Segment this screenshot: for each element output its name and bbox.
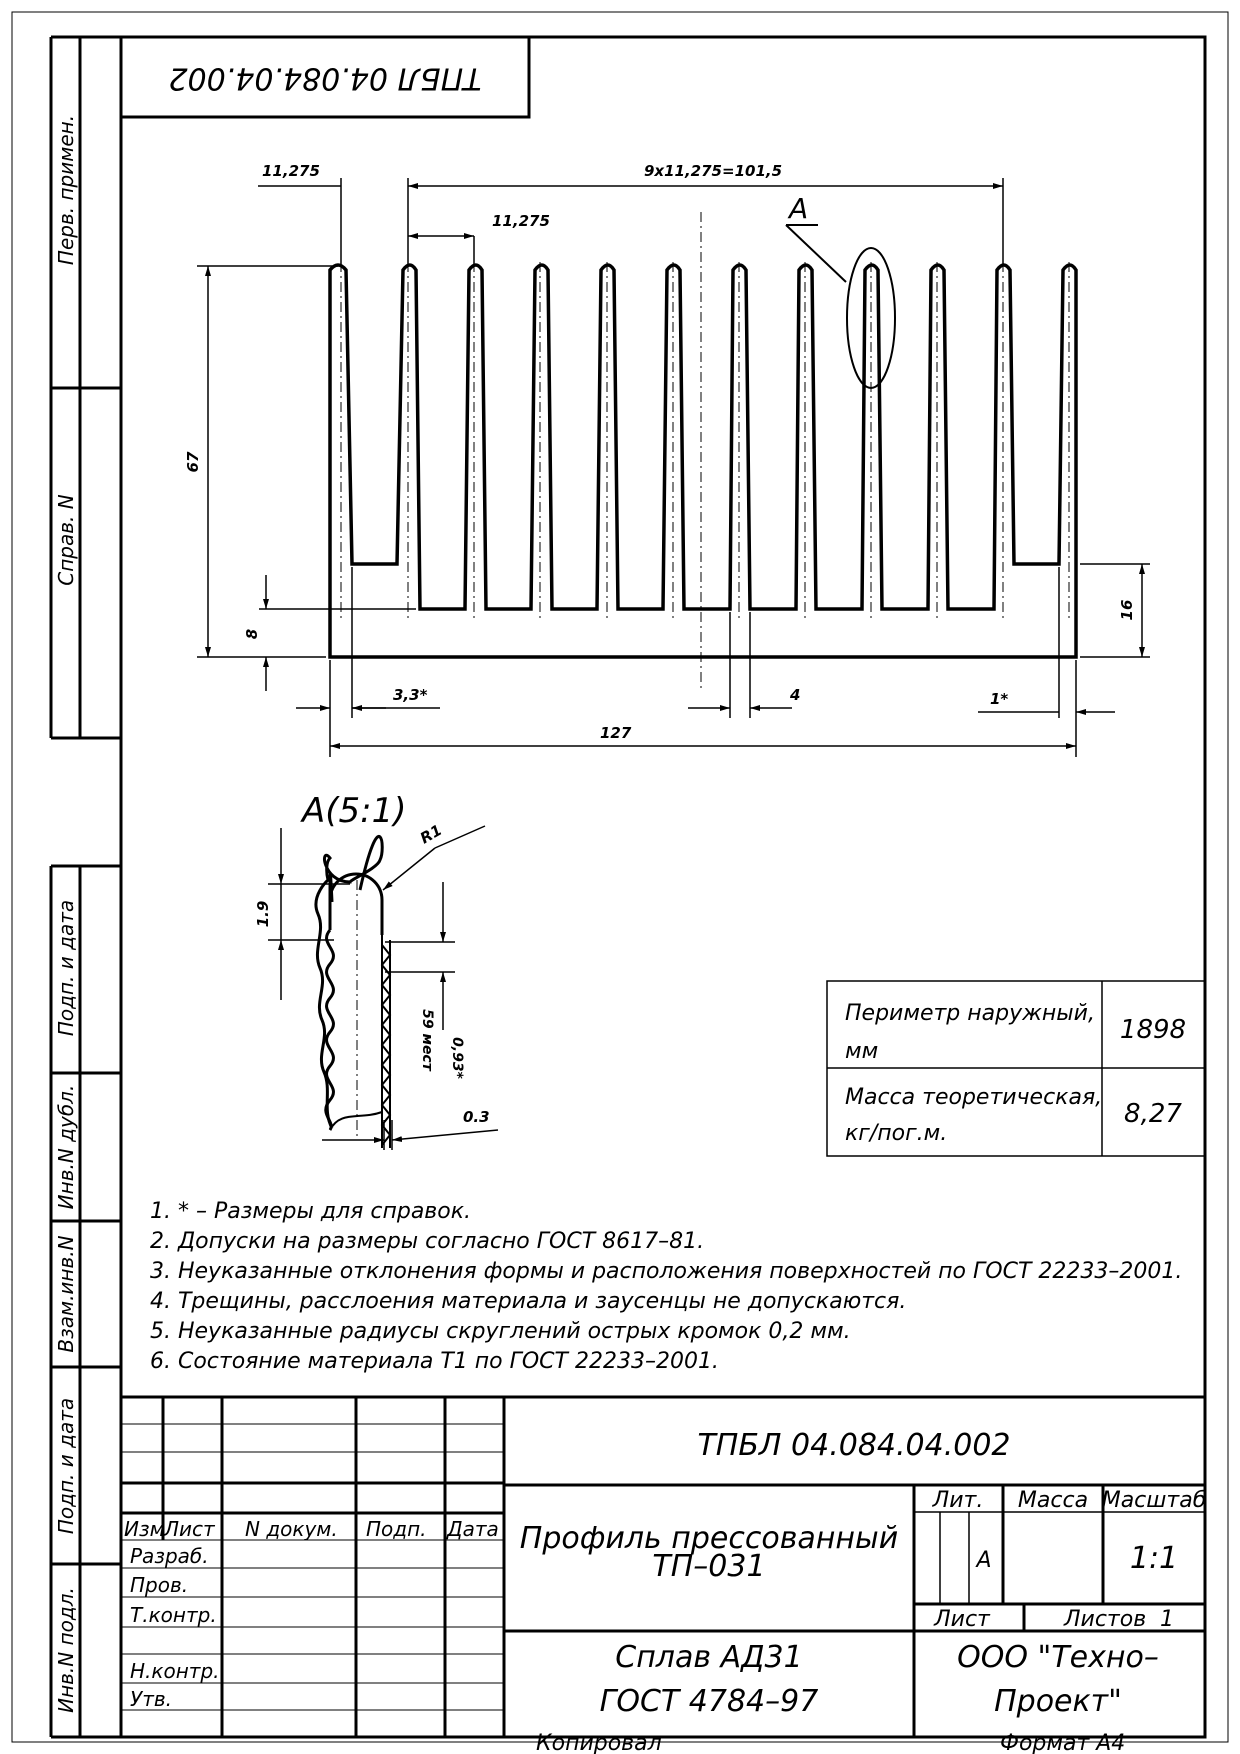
label-podp-i-data-2: Подп. и дата [54,1397,78,1535]
top-stamp-text: ТПБЛ 04.084.04.002 [168,60,482,96]
fin-centerlines [341,212,1069,690]
label-sprav-n: Справ. N [54,494,78,586]
property-mass-unit: кг/пог.м. [845,1121,948,1146]
scale-value: 1:1 [1129,1541,1179,1576]
lit-value: А [976,1548,992,1573]
property-perimeter-value: 1898 [1119,1015,1187,1045]
dim-gap: 4 [790,686,801,704]
detail-view-a [254,791,498,1150]
part-name: Профиль прессованный [519,1521,899,1556]
detail-tip: 1.9 [254,900,272,928]
material-alloy: Сплав АД31 [615,1640,803,1675]
dim-pitch-inner: 11,275 [492,212,550,230]
material-standard: ГОСТ 4784–97 [599,1684,819,1719]
profile-view [330,192,1076,690]
detail-teeth-pitch: 0,93* [449,1037,465,1079]
view-mark-a: A [789,192,809,225]
dim-width: 127 [600,724,632,742]
note-1: 1. * – Размеры для справок. [150,1199,472,1224]
note-4: 4. Трещины, расслоения материала и заусенцы не допускаются. [150,1289,907,1314]
scale-header: Масштаб [1101,1488,1207,1513]
detail-teeth-count: 59 мест [419,1009,435,1071]
company-name-1: ООО "Техно– [957,1640,1159,1675]
col-data: Дата [447,1517,499,1541]
detail-depth: 0.3 [463,1108,490,1126]
label-inv-n-podl: Инв.N подл. [54,1587,78,1713]
row-tkontr: Т.контр. [130,1603,217,1627]
company-name-2: Проект" [994,1684,1122,1719]
dim-base-total: 16 [1118,599,1136,621]
property-perimeter-label: Периметр наружный, [845,1001,1095,1026]
label-vzam-inv-n: Взам.инв.N [54,1235,78,1353]
left-margin-labels [54,115,78,1713]
property-mass-label: Масса теоретическая, [845,1085,1103,1110]
technical-notes [150,1199,1182,1374]
profile-outline [330,265,1076,657]
sheets-value: 1 [1160,1607,1174,1632]
dim-pitch-left: 11,275 [262,162,320,180]
label-podp-i-data: Подп. и дата [54,899,78,1037]
copied-label: Копировал [536,1731,662,1754]
row-prov: Пров. [130,1573,189,1597]
part-code: ТП–031 [652,1549,766,1584]
col-list: Лист [164,1517,215,1541]
dim-slot-width: 3,3* [393,686,428,704]
col-doc: N докум. [245,1517,338,1541]
dim-edge: 1* [990,690,1009,708]
row-utv: Утв. [130,1687,172,1711]
detail-tip-round [330,874,382,935]
dim-height: 67 [184,451,202,473]
designation: ТПБЛ 04.084.04.002 [697,1428,1011,1463]
note-5: 5. Неуказанные радиусы скруглений острых кромок 0,2 мм. [150,1319,851,1344]
detail-title: A(5:1) [302,791,407,831]
note-3: 3. Неуказанные отклонения формы и расположения поверхностей по ГОСТ 22233–2001. [150,1259,1183,1284]
lit-header: Лит. [932,1488,984,1513]
property-mass-value: 8,27 [1124,1099,1182,1129]
col-podp: Подп. [366,1517,427,1541]
properties-table [827,981,1205,1156]
dim-pitch-total: 9x11,275=101,5 [644,162,783,180]
detail-teeth-right [382,935,390,1148]
col-izm: Изм [124,1517,165,1541]
row-razrab: Разраб. [130,1544,209,1568]
property-perimeter-unit: мм [845,1039,879,1064]
row-nkontr: Н.контр. [130,1659,220,1683]
dim-base-thickness: 8 [243,628,261,640]
detail-radius: R1 [417,820,446,848]
title-block-labels [124,1428,1206,1754]
mass-header: Масса [1017,1488,1089,1513]
main-dimension-labels [184,162,1136,742]
sheets-label: Листов [1064,1607,1147,1632]
label-perv-primen: Перв. примен. [54,114,78,266]
top-stamp [121,37,529,117]
format-label: Формат А4 [1000,1731,1126,1754]
detail-bottom-break [330,1112,382,1130]
note-6: 6. Состояние материала Т1 по ГОСТ 22233–2001. [150,1349,719,1374]
sheet-label: Лист [934,1607,990,1632]
note-2: 2. Допуски на размеры согласно ГОСТ 8617–81. [150,1229,705,1254]
label-inv-n-dubl: Инв.N дубл. [54,1084,78,1210]
